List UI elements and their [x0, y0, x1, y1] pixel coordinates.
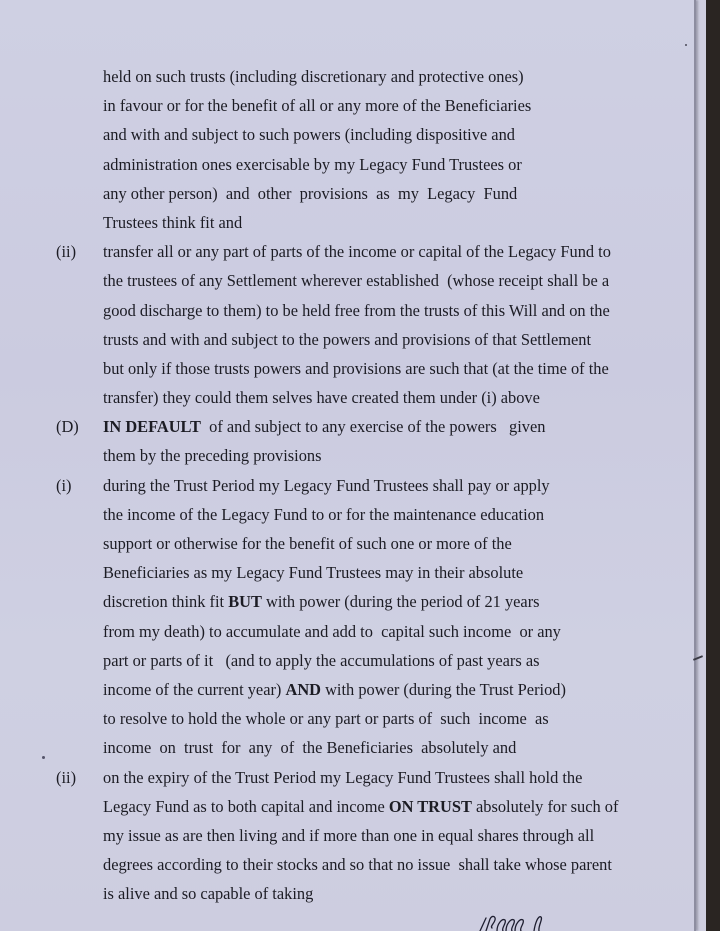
signature-mark: [478, 910, 558, 931]
line-text: [103, 500, 544, 529]
line-text: [103, 412, 545, 441]
text-segment: and with and subject to such powers (including dispositive and: [103, 125, 515, 145]
text-segment: administration ones exercisable by my Legacy Fund Trustees or: [103, 154, 522, 174]
text-segment: from my death) to accumulate and add to capital such income or any: [103, 621, 561, 641]
document-line: [0, 354, 696, 383]
document-line: [0, 821, 696, 850]
text-segment: part or parts of it (and to apply the accumulations of past years as: [103, 650, 540, 670]
document-line: [0, 237, 696, 266]
line-text: [103, 441, 322, 470]
line-text: [103, 325, 591, 354]
text-segment: in favour or for the benefit of all or any more of the Beneficiaries: [103, 96, 532, 116]
bold-keyword: BUT: [228, 592, 262, 612]
line-text: [103, 821, 594, 850]
text-segment: is alive and so capable of taking: [103, 884, 314, 904]
text-segment: transfer) they could them selves have created them under (i) above: [103, 388, 540, 408]
text-segment: transfer all or any part of parts of the income or capital of the Legacy Fund to: [103, 242, 611, 262]
line-text: [103, 471, 550, 500]
text-segment: them by the preceding provisions: [103, 446, 322, 466]
text-segment: good discharge to them) to be held free from the trusts of this Will and on the: [103, 300, 610, 320]
text-segment: with power (during the Trust Period): [321, 679, 566, 699]
document-line: [0, 179, 696, 208]
text-segment: but only if those trusts powers and provisions are such that (at the time of the: [103, 358, 609, 378]
text-segment: support or otherwise for the benefit of such one or more of the: [103, 534, 512, 553]
line-text: [103, 296, 610, 325]
line-text: [103, 150, 522, 179]
document-line: [0, 471, 696, 500]
document-line: [0, 62, 696, 91]
line-text: [103, 383, 540, 412]
line-text: [103, 354, 609, 383]
text-segment: degrees according to their stocks and so that no issue shall take whose parent: [103, 855, 612, 875]
line-text: [103, 617, 561, 646]
document-line: [0, 529, 696, 558]
line-text: [103, 850, 612, 879]
text-segment: to resolve to hold the whole or any part or parts of such income as: [103, 709, 549, 729]
text-segment: trusts and with and subject to the powers and provisions of that Settlement: [103, 329, 591, 349]
line-text: [103, 879, 313, 908]
line-text: [103, 237, 611, 266]
document-line: [0, 646, 696, 675]
document-line: [0, 558, 696, 587]
line-text: [103, 91, 531, 120]
text-segment: Legacy Fund as to both capital and income: [103, 796, 389, 816]
text-segment: income on trust for any of the Beneficiaries absolutely and: [103, 738, 517, 758]
document-line: [0, 733, 696, 762]
clause-label: (i): [56, 475, 72, 495]
line-text: [103, 675, 566, 704]
document-line: [0, 587, 696, 616]
line-text: [103, 704, 549, 733]
text-segment: Trustees think fit and: [103, 212, 243, 232]
text-segment: with power (during the period of 21 years: [261, 592, 540, 612]
text-segment: Beneficiaries as my Legacy Fund Trustees may in their absolute: [103, 563, 524, 583]
line-text: [103, 529, 512, 558]
document-line: [0, 441, 696, 470]
document-line: [0, 879, 696, 908]
text-segment: the income of the Legacy Fund to or for the maintenance education: [103, 504, 545, 524]
clause-label: (D): [56, 417, 79, 437]
text-segment: income of the current year): [103, 679, 286, 699]
document-line: [0, 325, 696, 354]
text-segment: of and subject to any exercise of the powers given: [200, 417, 546, 437]
document-line: [0, 792, 696, 821]
line-text: [103, 120, 515, 149]
text-segment: absolutely for such of: [471, 796, 619, 816]
bold-keyword: ON TRUST: [388, 796, 472, 816]
document-line: [0, 763, 696, 792]
text-segment: my issue as are then living and if more than one in equal shares through all: [103, 825, 595, 845]
document-line: [0, 120, 696, 149]
line-text: [103, 646, 540, 675]
line-text: [103, 587, 540, 616]
document-line: [0, 150, 696, 179]
document-line: [0, 208, 696, 237]
speck: [685, 44, 687, 46]
line-text: [103, 763, 582, 792]
line-text: [103, 179, 517, 208]
document-line: [0, 500, 696, 529]
document-line: [0, 383, 696, 412]
text-segment: held on such trusts (including discretionary and protective ones): [103, 67, 524, 86]
document-line: [0, 675, 696, 704]
margin-dot: [42, 756, 45, 759]
text-segment: during the Trust Period my Legacy Fund Trustees shall pay or apply: [103, 475, 550, 495]
bold-keyword: AND: [285, 679, 321, 699]
document-line: [0, 296, 696, 325]
line-text: [103, 62, 524, 91]
clause-label: (ii): [56, 242, 77, 262]
document-line: [0, 412, 696, 441]
document-line: [0, 850, 696, 879]
clause-label: (ii): [56, 767, 77, 787]
text-segment: any other person) and other provisions as my Legacy Fund: [103, 183, 518, 203]
document-line: [0, 617, 696, 646]
text-segment: on the expiry of the Trust Period my Legacy Fund Trustees shall hold the: [103, 767, 583, 787]
bold-keyword: IN DEFAULT: [103, 417, 201, 437]
line-text: [103, 792, 618, 821]
line-text: [103, 558, 523, 587]
document-line: [0, 91, 696, 120]
line-text: [103, 733, 516, 762]
document-line: [0, 704, 696, 733]
document-body: [0, 62, 696, 908]
line-text: [103, 266, 609, 295]
line-text: [103, 208, 242, 237]
text-segment: discretion think fit: [103, 592, 229, 612]
text-segment: the trustees of any Settlement wherever established (whose receipt shall be a: [103, 271, 610, 291]
document-line: [0, 266, 696, 295]
